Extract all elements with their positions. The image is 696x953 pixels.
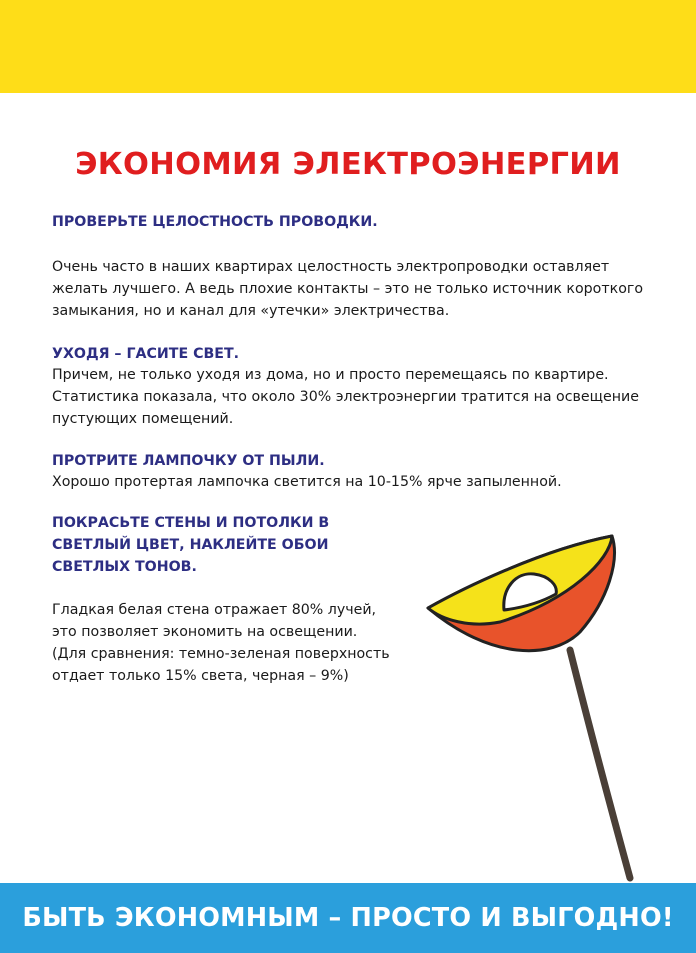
- lamp-stem: [570, 650, 630, 878]
- page-title: ЭКОНОМИЯ ЭЛЕКТРОЭНЕРГИИ: [75, 147, 621, 182]
- top-yellow-band: [0, 0, 696, 93]
- section-heading-wiring: ПРОВЕРЬТЕ ЦЕЛОСТНОСТЬ ПРОВОДКИ.: [52, 214, 378, 230]
- section-text-clean-bulb: Хорошо протертая лампочка светится на 10-15% ярче запыленной.: [52, 474, 562, 490]
- footer-slogan: БЫТЬ ЭКОНОМНЫМ – ПРОСТО И ВЫГОДНО!: [22, 903, 674, 933]
- lamp-icon: [420, 520, 660, 890]
- section-text-light-walls: Гладкая белая стена отражает 80% лучей, это позволяет экономить на освещении. (Для сравнения: темно-зеленая поверхность отдает только 15% света, черная – 9%): [52, 602, 390, 684]
- section-text-lights-off: Причем, не только уходя из дома, но и просто перемещаясь по квартире. Статистика показала, что около 30% электроэнергии тратится на освещение пустующих помещений.: [52, 367, 639, 427]
- section-heading-lights-off: УХОДЯ – ГАСИТЕ СВЕТ.: [52, 346, 240, 362]
- section-heading-light-walls: ПОКРАСЬТЕ СТЕНЫ И ПОТОЛКИ В СВЕТЛЫЙ ЦВЕТ, НАКЛЕЙТЕ ОБОИ СВЕТЛЫХ ТОНОВ.: [52, 515, 330, 575]
- section-heading-clean-bulb: ПРОТРИТЕ ЛАМПОЧКУ ОТ ПЫЛИ.: [52, 453, 325, 469]
- section-text-wiring: Очень часто в наших квартирах целостность электропроводки оставляет желать лучшего. А ведь плохие контакты – это не только источник короткого замыкания, но и канал для «утечки» электричества.: [52, 259, 644, 319]
